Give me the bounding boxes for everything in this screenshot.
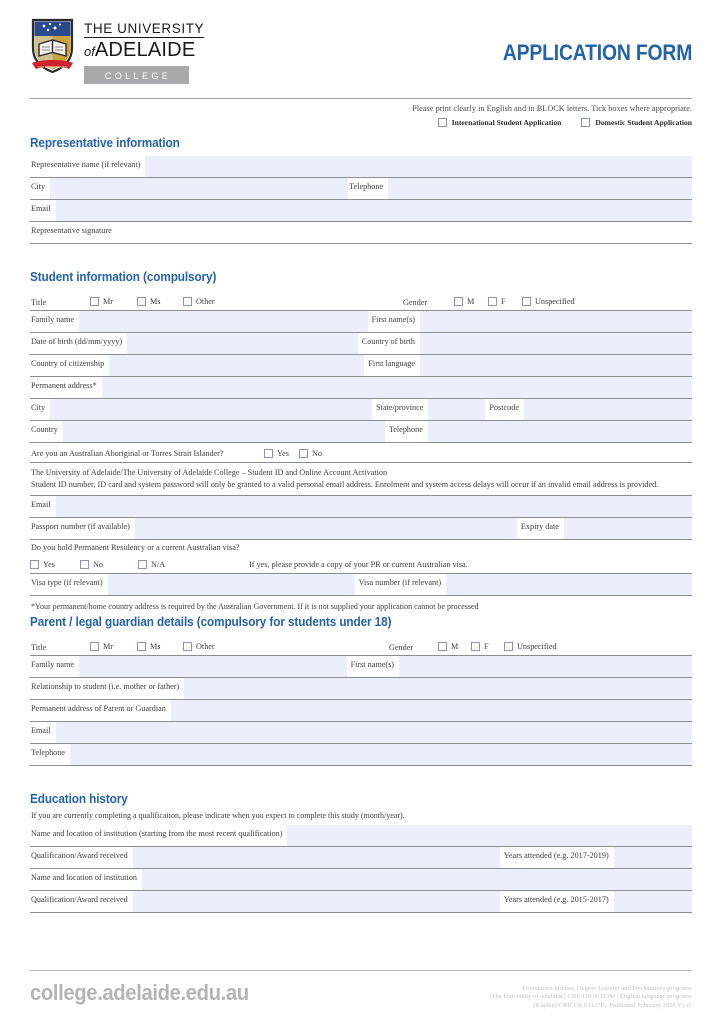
checkbox-icon[interactable] — [581, 118, 590, 127]
checkbox-label: Other — [196, 296, 215, 306]
label-parent-email: Email — [31, 726, 51, 735]
checkbox-label: Yes — [43, 559, 55, 569]
label-qualification-2: Qualification/Award received — [31, 895, 128, 904]
checkbox-label: No — [312, 448, 323, 458]
account-note-line-1: The University of Adelaide/The University of Adelaide College – Student ID and Online Account Activation — [31, 468, 388, 477]
account-activation-note — [30, 463, 692, 495]
section-title-student: Student information (compulsory) — [30, 270, 217, 284]
instruction-text: Please print clearly in English and in BLOCK letters. Tick boxes where appropriate. — [412, 104, 692, 113]
checkbox-icon[interactable] — [504, 642, 513, 651]
section-title-representative: Representative information — [30, 136, 180, 150]
checkbox-label: Unspecified — [535, 296, 575, 306]
field-row-student-email — [30, 495, 692, 517]
input-student-family-name[interactable] — [79, 311, 368, 332]
input-qualification-2[interactable] — [133, 891, 500, 912]
checkbox-icon[interactable] — [90, 642, 99, 651]
checkbox-label: F — [484, 641, 489, 651]
input-representative-city[interactable] — [50, 178, 348, 199]
input-student-permanent-address[interactable] — [102, 377, 692, 398]
checkbox-icon[interactable] — [183, 642, 192, 651]
brand-adelaide: ADELAIDE — [94, 39, 196, 61]
label-visa-number: Visa number (if relevant) — [358, 578, 442, 587]
checkbox-icon[interactable] — [90, 297, 99, 306]
field-row-parent-names — [30, 655, 692, 677]
field-row-representative-email — [30, 199, 692, 221]
college-band — [84, 66, 189, 84]
label-representative-city: City — [31, 182, 46, 191]
checkbox-student-title-ms[interactable] — [137, 297, 183, 306]
label-student-telephone: Telephone — [388, 425, 423, 434]
checkbox-icon[interactable] — [471, 642, 480, 651]
account-note-line-2: Student ID number, ID card and system password will only be granted to a valid personal email address. Enrolment and system access delays will occur if an invalid email address is provided. — [31, 479, 659, 489]
label-student-dob: Date of birth (dd/mm/yyyy) — [31, 337, 123, 346]
input-student-state-province[interactable] — [428, 399, 485, 420]
input-representative-signature[interactable] — [117, 222, 692, 243]
input-representative-email[interactable] — [56, 200, 692, 221]
checkbox-label: M — [451, 641, 459, 651]
checkbox-icon[interactable] — [80, 560, 89, 569]
checkbox-visa-na[interactable] — [138, 560, 248, 569]
checkbox-icon[interactable] — [488, 297, 497, 306]
checkbox-label: Yes — [277, 448, 289, 458]
university-crest-icon — [30, 18, 75, 74]
section-title-education: Education history — [30, 792, 128, 806]
checkbox-icon[interactable] — [299, 449, 308, 458]
label-years-2: Years attended (e.g. 2015-2017) — [503, 895, 609, 904]
checkbox-icon[interactable] — [183, 297, 192, 306]
checkbox-label: N/A — [151, 559, 166, 569]
input-parent-telephone[interactable] — [70, 744, 692, 765]
checkbox-indigenous-no[interactable] — [299, 449, 322, 458]
label-student-expiry-date: Expiry date — [520, 522, 559, 531]
label-parent-title: Title — [31, 643, 47, 652]
checkbox-label: Mr — [103, 641, 114, 651]
input-visa-number[interactable] — [446, 574, 692, 595]
page-header — [30, 0, 692, 88]
checkbox-label: Mr — [103, 296, 114, 306]
input-student-email[interactable] — [56, 496, 692, 517]
checkbox-student-gender-f[interactable] — [488, 297, 522, 306]
label-parent-relationship: Relationship to student (i.e. mother or father) — [31, 682, 180, 691]
input-representative-telephone[interactable] — [388, 178, 692, 199]
label-student-permanent-address: Permanent address* — [31, 381, 97, 390]
checkbox-parent-gender-m[interactable] — [438, 642, 471, 651]
label-representative-name: Representative name (if relevant) — [31, 160, 141, 169]
footer-website[interactable]: college.adelaide.edu.au — [30, 979, 249, 1005]
input-student-telephone[interactable] — [428, 421, 692, 442]
question-visa: Do you hold Permanent Residency or a current Australian visa? — [31, 543, 240, 552]
field-row-parent-address — [30, 699, 692, 721]
checkbox-icon[interactable] — [30, 560, 39, 569]
label-student-family-name: Family name — [31, 315, 74, 324]
field-row-student-dob-country-birth — [30, 332, 692, 354]
checkbox-label: F — [501, 296, 506, 306]
fineprint-line-2: (The University of Adelaide) CRICOS 00123M | English language programs — [489, 993, 692, 1001]
label-years-1: Years attended (e.g. 2017-2019) — [503, 851, 609, 860]
label-institution-1: Name and location of institution (starting from the most recent qualification) — [31, 829, 283, 838]
input-parent-email[interactable] — [56, 722, 692, 743]
checkbox-label: M — [467, 296, 475, 306]
row-student-indigenous — [30, 442, 692, 462]
input-student-expiry-date[interactable] — [564, 518, 692, 539]
page-title: APPLICATION FORM — [502, 40, 692, 65]
input-years-1[interactable] — [614, 847, 692, 868]
brand-line-1: THE UNIVERSITY — [84, 21, 205, 36]
field-row-student-citizenship-language — [30, 354, 692, 376]
university-logo — [30, 18, 204, 84]
label-student-title: Title — [31, 298, 47, 307]
label-parent-address: Permanent address of Parent or Guardian — [31, 704, 166, 713]
label-student-citizenship: Country of citizenship — [31, 359, 105, 368]
checkbox-label: Domestic Student Application — [595, 118, 692, 127]
input-student-first-language[interactable] — [420, 355, 692, 376]
label-student-gender: Gender — [403, 298, 428, 307]
label-representative-telephone: Telephone — [349, 182, 384, 191]
input-student-city[interactable] — [50, 399, 372, 420]
label-student-city: City — [31, 403, 46, 412]
field-row-parent-email — [30, 721, 692, 743]
input-parent-address[interactable] — [171, 700, 692, 721]
label-student-country-of-birth: Country of birth — [361, 337, 415, 346]
checkbox-international-student[interactable] — [438, 118, 562, 127]
application-type-checkboxes — [30, 113, 692, 127]
field-row-student-passport — [30, 517, 692, 539]
label-parent-family-name: Family name — [31, 660, 74, 669]
input-student-dob[interactable] — [127, 333, 358, 354]
input-parent-first-names[interactable] — [399, 656, 692, 677]
row-visa-options — [30, 554, 692, 573]
label-student-email: Email — [31, 500, 51, 509]
checkbox-visa-yes[interactable] — [30, 560, 80, 569]
label-parent-first-names: First name(s) — [350, 660, 394, 669]
fineprint-line-1: Foundation Studies, Degree Transfer and Pre-Master's programs — [522, 984, 692, 992]
checkbox-icon[interactable] — [264, 449, 273, 458]
checkbox-icon[interactable] — [438, 118, 447, 127]
field-row-representative-city-telephone — [30, 177, 692, 199]
label-qualification-1: Qualification/Award received — [31, 851, 128, 860]
input-visa-type[interactable] — [108, 574, 355, 595]
input-institution-2[interactable] — [142, 869, 692, 890]
field-row-parent-relationship — [30, 677, 692, 699]
input-student-first-names[interactable] — [420, 311, 692, 332]
section-title-parent: Parent / legal guardian details (compulsory for students under 18) — [30, 615, 392, 629]
field-row-parent-telephone — [30, 743, 692, 765]
page-footer — [30, 970, 692, 1010]
checkbox-label: Unspecified — [517, 641, 557, 651]
input-representative-name[interactable] — [145, 156, 692, 177]
label-student-country: Country — [31, 425, 58, 434]
input-student-citizenship[interactable] — [109, 355, 364, 376]
checkbox-parent-title-other[interactable] — [183, 642, 215, 651]
checkbox-icon[interactable] — [522, 297, 531, 306]
field-row-institution-1 — [30, 825, 692, 846]
field-row-representative-signature — [30, 221, 692, 243]
checkbox-parent-title-ms[interactable] — [137, 642, 183, 651]
fineprint-line-3: (Kaplan) CRICOS 03127E.. Published February 2020 V1.0. — [533, 1001, 692, 1009]
checkbox-icon[interactable] — [137, 642, 146, 651]
footer-fineprint — [489, 980, 692, 1010]
visa-copy-note: If yes, please provide a copy of your PR or current Australian visa. — [249, 560, 468, 569]
address-footnote: *Your permanent/home country address is required by the Australian Government. If it is not supplied your application cannot be processed — [31, 602, 479, 611]
checkbox-label: International Student Application — [451, 118, 562, 127]
label-student-postcode: Postcode — [489, 403, 519, 412]
education-section-bottom-rule — [30, 912, 692, 913]
input-student-country[interactable] — [63, 421, 385, 442]
field-row-student-country-telephone — [30, 420, 692, 442]
checkbox-student-title-other[interactable] — [183, 297, 215, 306]
checkbox-parent-gender-f[interactable] — [471, 642, 504, 651]
field-row-student-names — [30, 310, 692, 332]
checkbox-icon[interactable] — [138, 560, 147, 569]
label-student-first-names: First name(s) — [371, 315, 415, 324]
field-row-representative-name — [30, 156, 692, 177]
university-wordmark — [84, 18, 204, 84]
input-student-country-of-birth[interactable] — [420, 333, 692, 354]
checkbox-student-gender-unspecified[interactable] — [522, 297, 692, 306]
checkbox-label: Other — [196, 641, 215, 651]
field-row-visa-type-number — [30, 573, 692, 595]
row-parent-title-gender — [30, 636, 692, 655]
input-parent-relationship[interactable] — [184, 678, 692, 699]
input-student-passport[interactable] — [135, 518, 517, 539]
field-row-institution-2 — [30, 868, 692, 890]
brand-of: of — [84, 44, 95, 59]
input-parent-family-name[interactable] — [79, 656, 347, 677]
label-parent-telephone: Telephone — [31, 748, 65, 757]
checkbox-domestic-student[interactable] — [581, 118, 692, 127]
checkbox-parent-gender-unspecified[interactable] — [504, 642, 692, 651]
checkbox-icon[interactable] — [454, 297, 463, 306]
checkbox-parent-title-mr[interactable] — [90, 642, 137, 651]
field-row-qualification-2 — [30, 890, 692, 912]
field-row-student-city-state-postcode — [30, 398, 692, 420]
education-note: If you are currently completing a qualification, please indicate when you expect to complete this study (month/year). — [31, 811, 405, 820]
college-band-label: COLLEGE — [104, 71, 172, 81]
label-representative-email: Email — [31, 204, 51, 213]
checkbox-icon[interactable] — [137, 297, 146, 306]
label-parent-gender: Gender — [389, 643, 414, 652]
checkbox-icon[interactable] — [438, 642, 447, 651]
label-student-state-province: State/province — [376, 403, 424, 412]
label-student-passport: Passport number (if available) — [31, 522, 130, 531]
checkbox-visa-no[interactable] — [80, 560, 138, 569]
input-institution-1[interactable] — [287, 825, 692, 846]
label-student-first-language: First language — [368, 359, 415, 368]
label-representative-signature: Representative signature — [31, 226, 112, 235]
field-row-qualification-1 — [30, 846, 692, 868]
checkbox-student-title-mr[interactable] — [90, 297, 137, 306]
field-row-student-permanent-address — [30, 376, 692, 398]
svg-text:SUB CRUCE LUMEN: SUB CRUCE LUMEN — [38, 65, 67, 70]
checkbox-label: Ms — [150, 641, 161, 651]
input-student-postcode[interactable] — [524, 399, 692, 420]
row-student-title-gender — [30, 291, 692, 310]
checkbox-student-gender-m[interactable] — [454, 297, 488, 306]
input-qualification-1[interactable] — [133, 847, 500, 868]
brand-line-2 — [84, 39, 204, 63]
question-indigenous: Are you an Australian Aboriginal or Torres Strait Islander? — [31, 449, 224, 458]
checkbox-label: Ms — [150, 296, 161, 306]
checkbox-indigenous-yes[interactable] — [264, 449, 299, 458]
label-institution-2: Name and location of institution — [31, 873, 137, 882]
input-years-2[interactable] — [614, 891, 692, 912]
label-visa-type: Visa type (if relevant) — [31, 578, 103, 587]
checkbox-label: No — [93, 559, 104, 569]
